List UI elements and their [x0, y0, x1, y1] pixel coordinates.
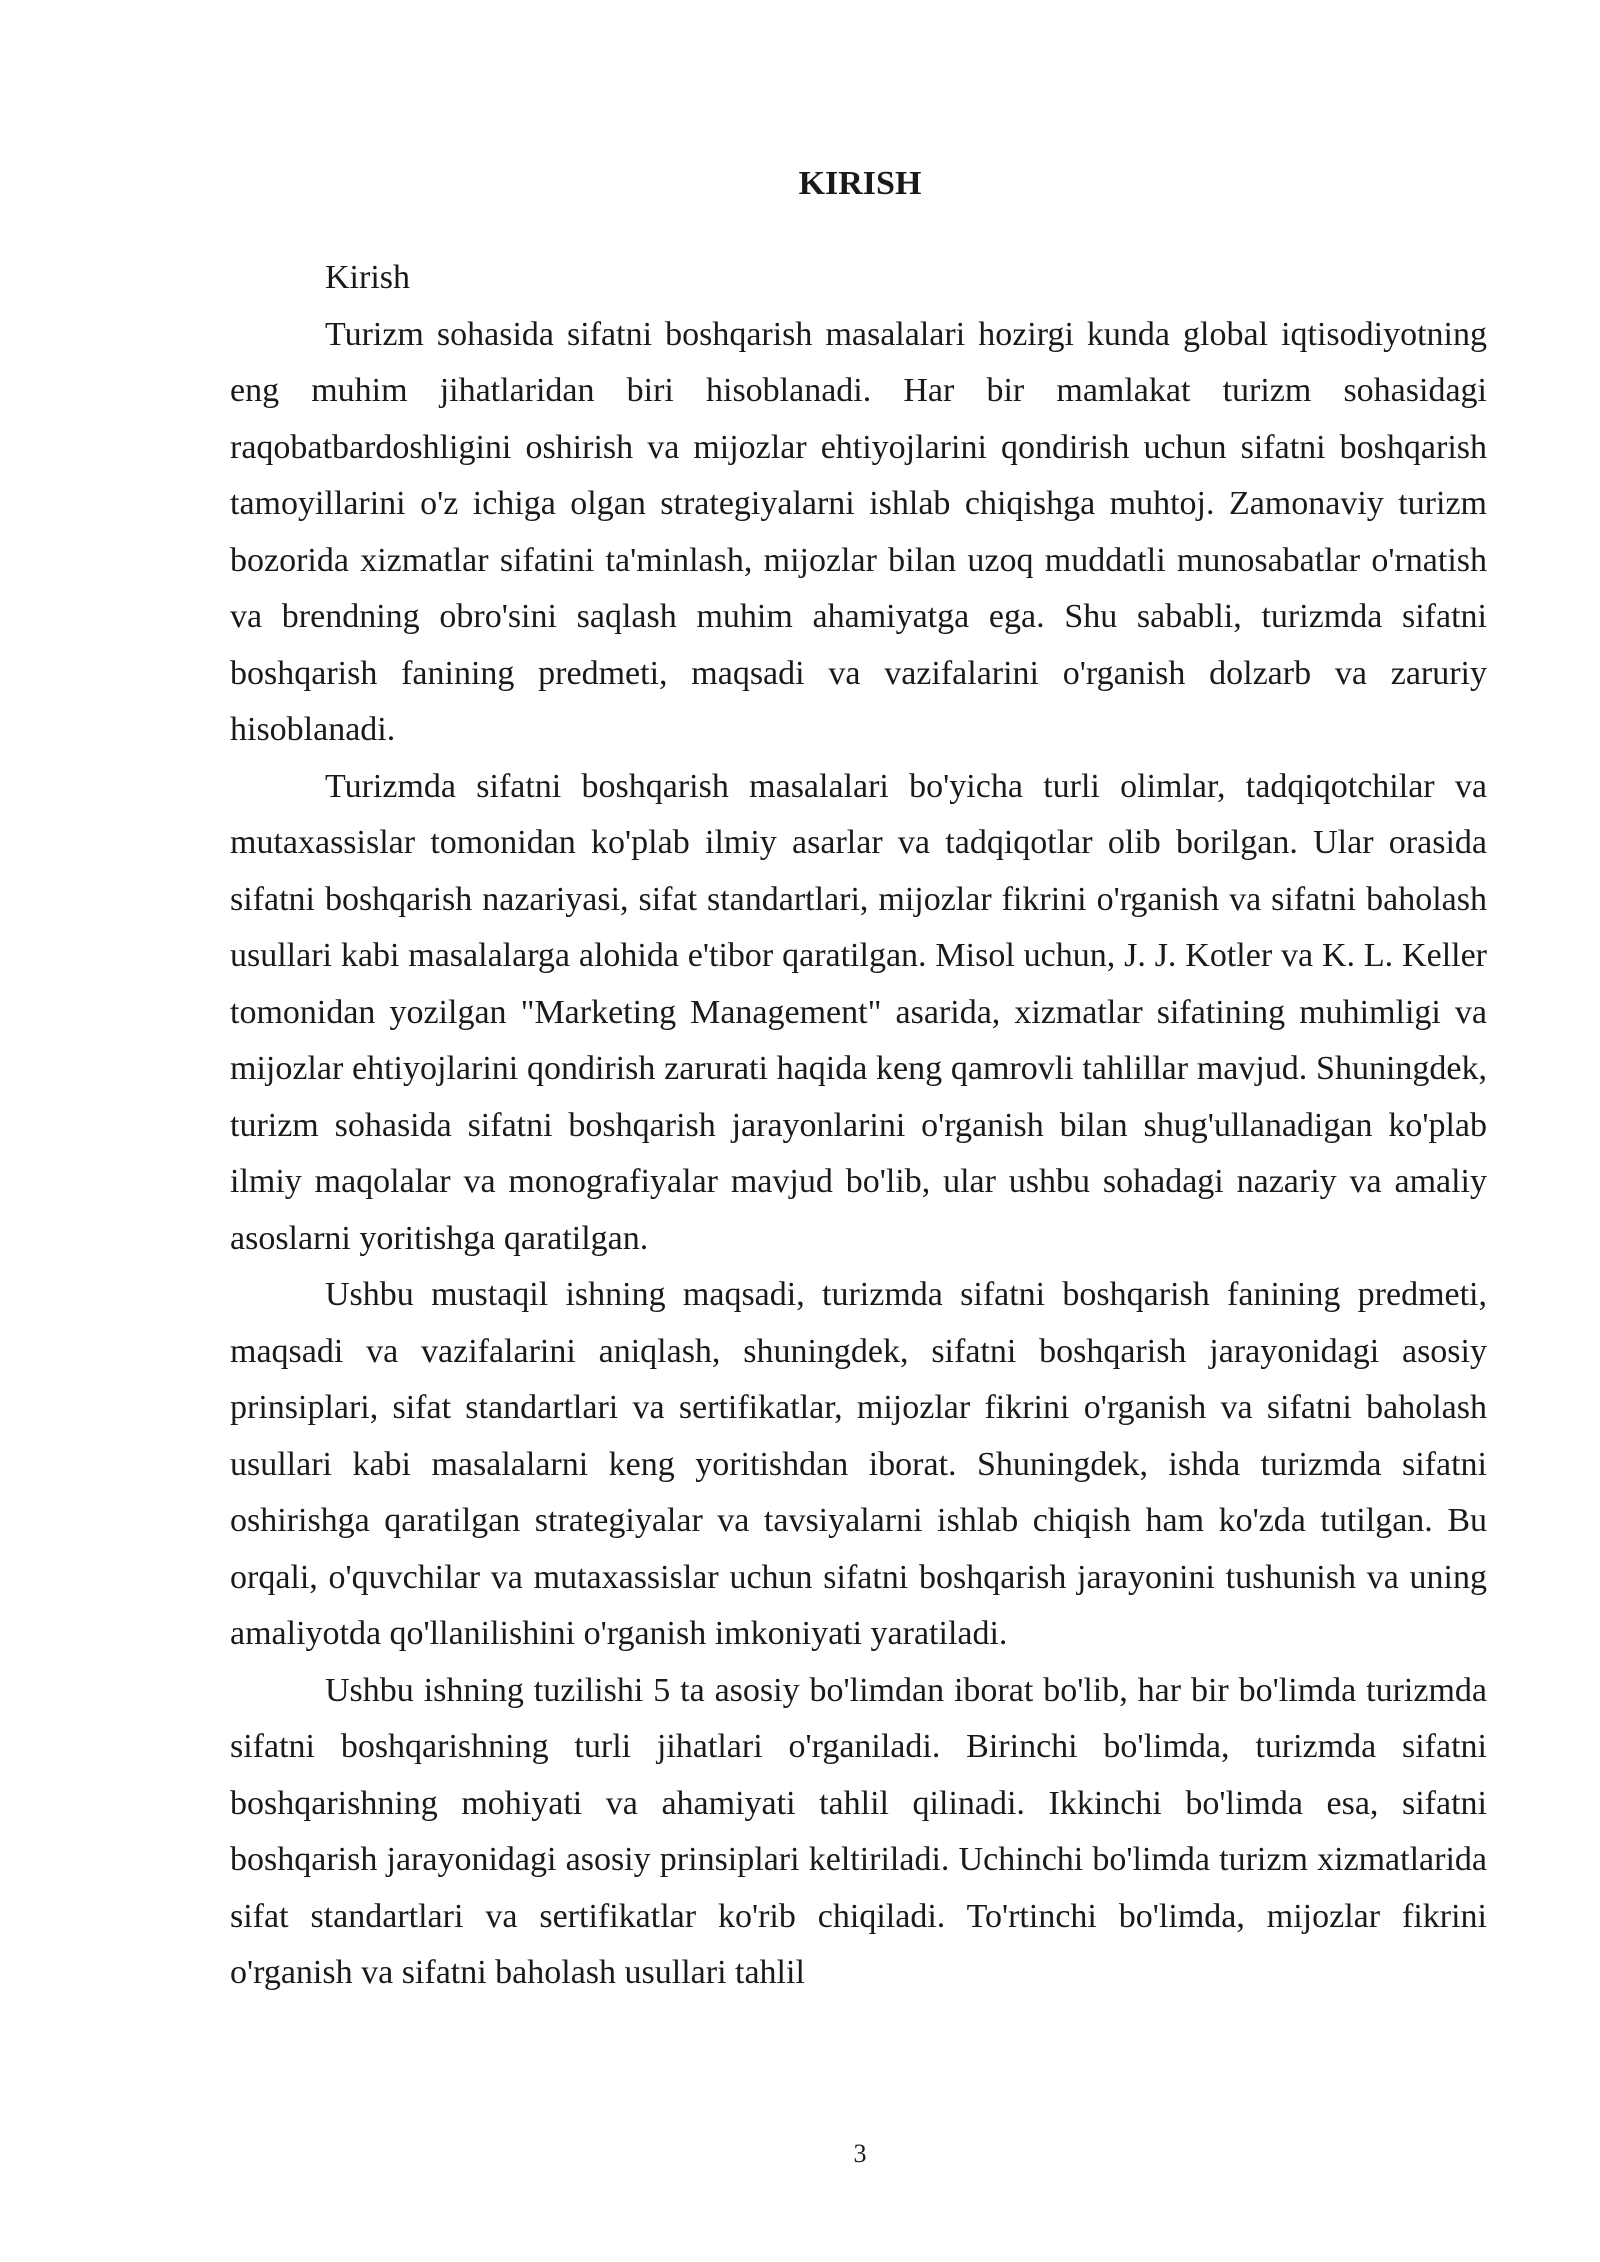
page-number: 3: [853, 2139, 867, 2168]
section-subheading: Kirish: [325, 259, 410, 296]
paragraph-4: Ushbu ishning tuzilishi 5 ta asosiy bo'limdan iborat bo'lib, har bir bo'limda turizmda sifatni boshqarishning turli jihatlari o'rganiladi. Birinchi bo'limda, turizmda sifatni boshqarishning mohiyati va ahamiyati tahlil qilinadi. Ikkinchi bo'limda esa, sifatni boshqarish jarayonidagi asosiy prinsiplari keltiriladi. Uchinchi bo'limda turizm xizmatlarida sifat standartlari va sertifikatlar ko'rib chiqiladi. To'rtinchi bo'limda, mijozlar fikrini o'rganish va sifatni baholash usullari tahlil: [230, 1671, 1487, 1991]
paragraph-3: Ushbu mustaqil ishning maqsadi, turizmda sifatni boshqarish fanining predmeti, maqsadi va vazifalarini aniqlash, shuningdek, sifatni boshqarish jarayonidagi asosiy prinsiplari, sifat standartlari va sertifikatlar, mijozlar fikrini o'rganish va sifatni baholash usullari kabi masalalarni keng yoritishdan iborat. Shuningdek, ishda turizmda sifatni oshirishga qaratilgan strategiyalar va tavsiyalarni ishlab chiqish ham ko'zda tutilgan. Bu orqali, o'quvchilar va mutaxassislar uchun sifatni boshqarish jarayonini tushunish va uning amaliyotda qo'llanilishini o'rganish imkoniyati yaratiladi.: [230, 1276, 1487, 1652]
paragraph-2: Turizmda sifatni boshqarish masalalari bo'yicha turli olimlar, tadqiqotchilar va mutaxassislar tomonidan ko'plab ilmiy asarlar va tadqiqotlar olib borilgan. Ular orasida sifatni boshqarish nazariyasi, sifat standartlari, mijozlar fikrini o'rganish va sifatni baholash usullari kabi masalalarga alohida e'tibor qaratilgan. Misol uchun, J. J. Kotler va K. L. Keller tomonidan yozilgan "Marketing Management" asarida, xizmatlar sifatining muhimligi va mijozlar ehtiyojlarini qondirish zarurati haqida keng qamrovli tahlillar mavjud. Shuningdek, turizm sohasida sifatni boshqarish jarayonlarini o'rganish bilan shug'ullanadigan ko'plab ilmiy maqolalar va monografiyalar mavjud bo'lib, ular ushbu sohadagi nazariy va amaliy asoslarni yoritishga qaratilgan.: [230, 767, 1487, 1257]
document-body: [230, 250, 1487, 2002]
page-title: KIRISH: [798, 165, 922, 202]
paragraph-1: Turizm sohasida sifatni boshqarish masalalari hozirgi kunda global iqtisodiyotning eng muhim jihatlaridan biri hisoblanadi. Har bir mamlakat turizm sohasidagi raqobatbardoshligini oshirish va mijozlar ehtiyojlarini qondirish uchun sifatni boshqarish tamoyillarini o'z ichiga olgan strategiyalarni ishlab chiqishga muhtoj. Zamonaviy turizm bozorida xizmatlar sifatini ta'minlash, mijozlar bilan uzoq muddatli munosabatlar o'rnatish va brendning obro'sini saqlash muhim ahamiyatga ega. Shu sababli, turizmda sifatni boshqarish fanining predmeti, maqsadi va vazifalarini o'rganish dolzarb va zaruriy hisoblanadi.: [230, 315, 1487, 748]
